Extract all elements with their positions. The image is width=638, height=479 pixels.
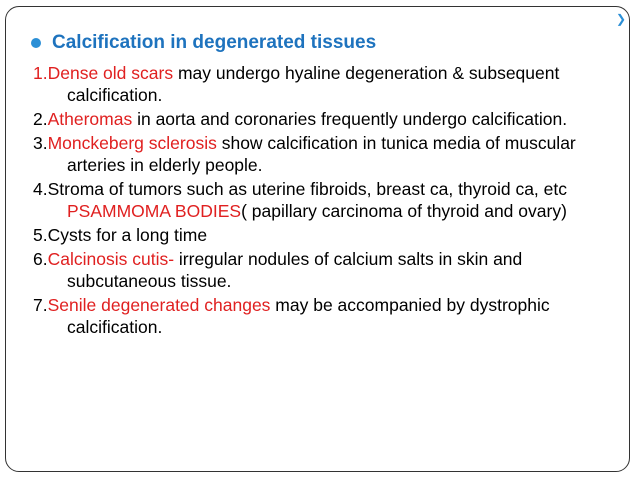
list-item-2 — [33, 108, 603, 130]
item-highlight: Dense old scars — [47, 63, 174, 83]
item-text: ( papillary carcinoma of thyroid and ovary) — [241, 201, 567, 221]
list-item-7 — [33, 294, 603, 338]
item-text: in aorta and coronaries frequently undergo calcification. — [132, 109, 568, 129]
next-slide-arrow-icon[interactable]: ❯ — [615, 12, 626, 26]
item-text: may be accompanied by dystrophic calcification. — [67, 295, 550, 337]
slide-content — [33, 30, 603, 340]
item-highlight: Senile degenerated changes — [47, 295, 271, 315]
item-highlight: PSAMMOMA BODIES — [67, 201, 242, 221]
item-number: 1. — [33, 63, 48, 83]
item-highlight: Monckeberg sclerosis — [47, 133, 217, 153]
list-item-5 — [33, 224, 603, 246]
item-text: show calcification in tunica media of muscular arteries in elderly people. — [67, 133, 576, 175]
list-item-6 — [33, 248, 603, 292]
item-text: may undergo hyaline degeneration & subsequent calcification. — [67, 63, 560, 105]
item-number: 7. — [33, 295, 48, 315]
list-item-3 — [33, 132, 603, 176]
item-highlight: Calcinosis cutis- — [47, 249, 175, 269]
slide-heading — [33, 30, 603, 56]
item-number: 5. — [33, 225, 48, 245]
item-text: irregular nodules of calcium salts in skin and subcutaneous tissue. — [67, 249, 523, 291]
heading-text: Calcification in degenerated tissues — [52, 32, 377, 53]
list-item-4 — [33, 178, 603, 222]
item-text-pre: Stroma of tumors such as uterine fibroids, breast ca, thyroid ca, etc — [47, 179, 568, 199]
bullet-icon — [31, 38, 41, 48]
item-number: 4. — [33, 179, 48, 199]
item-text: Cysts for a long time — [47, 225, 208, 245]
list-item-1 — [33, 62, 603, 106]
item-number: 6. — [33, 249, 48, 269]
item-highlight: Atheromas — [47, 109, 133, 129]
item-number: 2. — [33, 109, 48, 129]
item-number: 3. — [33, 133, 48, 153]
